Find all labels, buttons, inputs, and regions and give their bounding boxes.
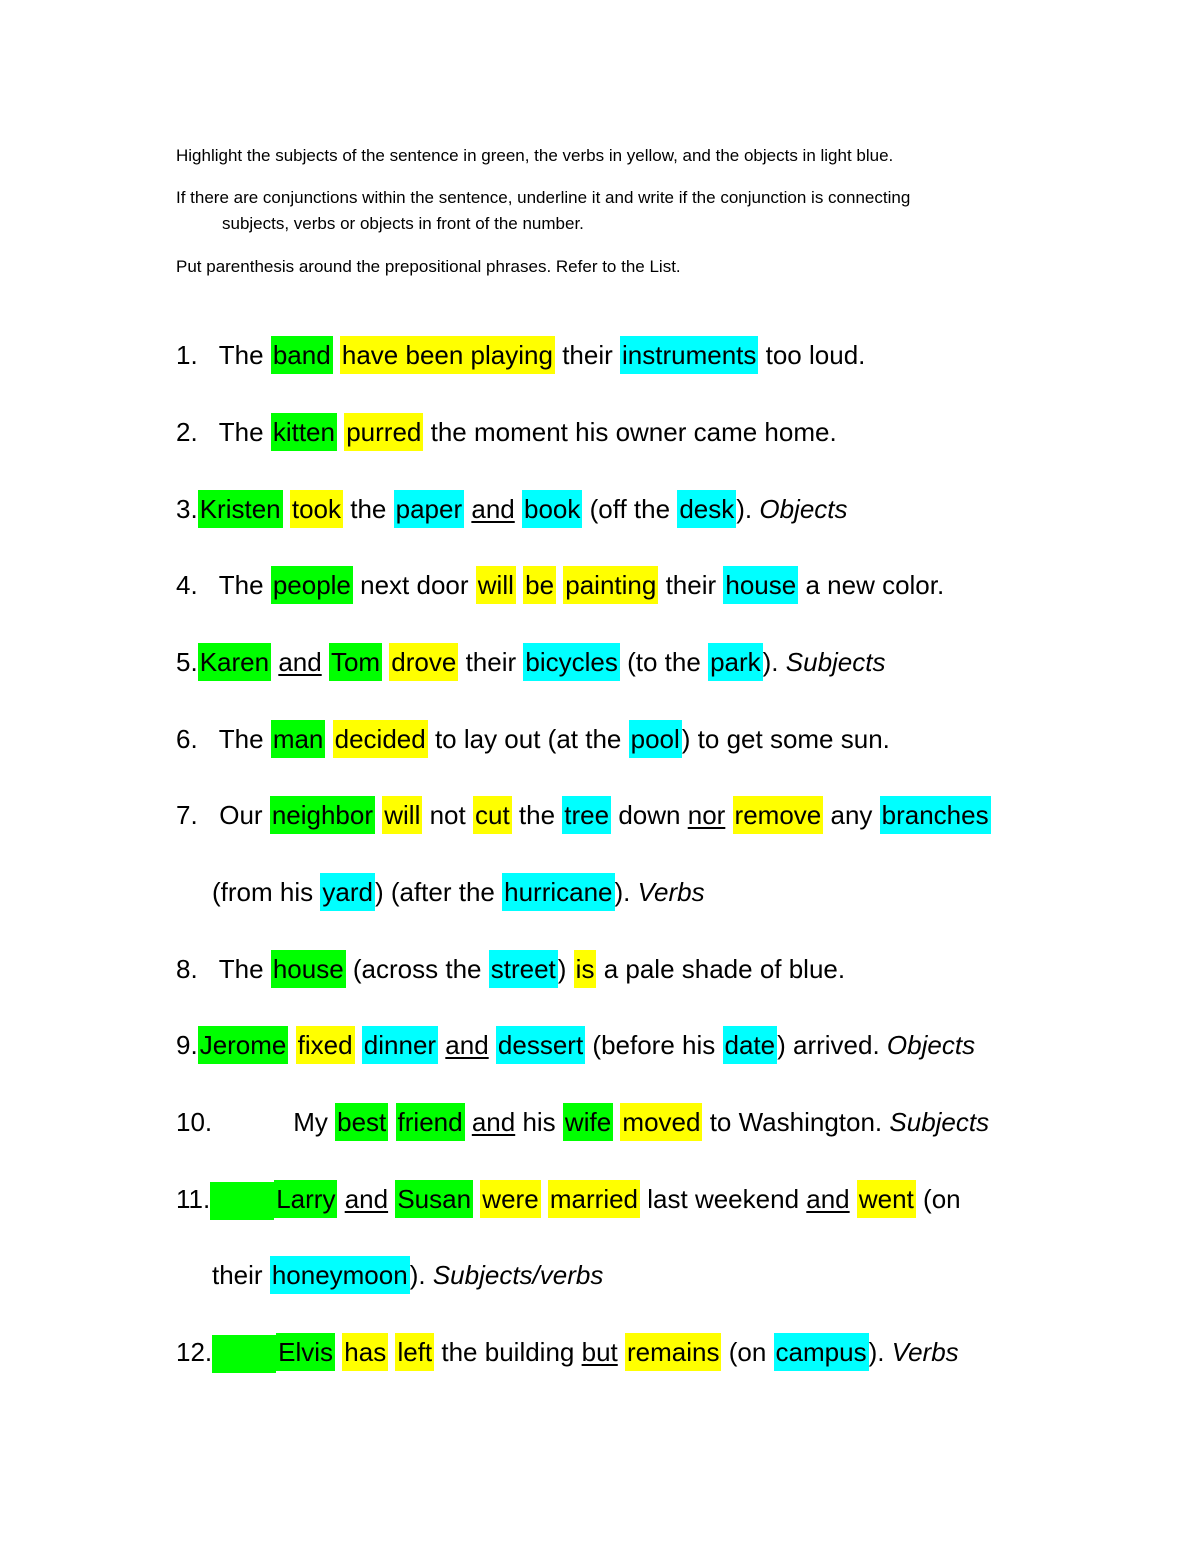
object-highlight: pool <box>629 720 682 758</box>
subject-highlight: band <box>271 336 333 374</box>
word: Jerome <box>199 1030 287 1060</box>
sentence-number: 10. <box>176 1107 213 1137</box>
verb-highlight: cut <box>473 796 512 834</box>
sentence-number: 1. <box>176 340 198 370</box>
instruction-prepositions <box>176 254 1076 280</box>
instruction-text: subjects, verbs or objects in front of the number. <box>222 214 584 233</box>
word: (across the <box>352 954 482 984</box>
subject-highlight <box>198 490 283 528</box>
word: (before his <box>592 1030 716 1060</box>
subject-highlight <box>198 1026 289 1064</box>
instruction-conjunction <box>176 185 1076 237</box>
sentence-number: 9. <box>176 1030 198 1060</box>
word: (on <box>923 1184 961 1214</box>
sentence-9 <box>176 1026 975 1064</box>
instruction-highlight <box>176 143 1076 169</box>
word: a new color. <box>805 570 945 600</box>
word: their <box>562 340 613 370</box>
conjunction-underline: nor <box>687 800 726 830</box>
subject-highlight: man <box>271 720 326 758</box>
sentence-2 <box>176 413 837 451</box>
word: next door <box>360 570 469 600</box>
conjunction-type-label: Objects <box>886 1030 976 1060</box>
word: The <box>218 954 264 984</box>
sentence-3 <box>176 490 848 528</box>
word: Kristen <box>199 494 281 524</box>
word: ) to get some sun. <box>681 724 890 754</box>
subject-highlight: people <box>271 566 353 604</box>
word: ). <box>868 1337 885 1367</box>
verb-highlight: remains <box>625 1333 721 1371</box>
conjunction-type-label: Objects <box>759 494 848 524</box>
sentence-6 <box>176 720 890 758</box>
word: ). <box>736 494 753 524</box>
word: (on <box>728 1337 767 1367</box>
word: (from his <box>212 877 314 907</box>
subject-highlight: Larry <box>274 1180 337 1218</box>
word: ) (after the <box>374 877 495 907</box>
object-highlight: house <box>723 566 798 604</box>
sentence-number: 8. <box>176 954 198 984</box>
word: ) <box>557 954 567 984</box>
subject-highlight: neighbor <box>270 796 375 834</box>
conjunction-type-label: Subjects <box>785 647 886 677</box>
subject-highlight: Susan <box>395 1180 473 1218</box>
sentence-11-continued <box>212 1256 603 1294</box>
conjunction-type-label: Subjects/verbs <box>432 1260 604 1290</box>
word: not <box>429 800 466 830</box>
word: the <box>518 800 556 830</box>
verb-highlight: remove <box>733 796 824 834</box>
verb-highlight: have been playing <box>340 336 555 374</box>
object-highlight: campus <box>774 1333 869 1371</box>
conjunction-underline: and <box>344 1184 389 1214</box>
word: The <box>218 570 264 600</box>
sentence-12 <box>176 1333 959 1373</box>
conjunction-type-label: Verbs <box>637 877 705 907</box>
word: last weekend <box>647 1184 800 1214</box>
object-highlight: yard <box>320 873 375 911</box>
instruction-text: Highlight the subjects of the sentence in green, the verbs in yellow, and the objects in light blue. <box>176 146 894 165</box>
subject-highlight: kitten <box>271 413 337 451</box>
sentence-1 <box>176 336 865 374</box>
word: their <box>465 647 517 677</box>
word: a pale shade of blue. <box>603 954 846 984</box>
word: ). <box>762 647 779 677</box>
object-highlight: tree <box>562 796 611 834</box>
subject-highlight: Tom <box>329 643 382 681</box>
sentence-number: 6. <box>176 724 198 754</box>
sentence-5 <box>176 643 886 681</box>
object-highlight: park <box>708 643 763 681</box>
conjunction-type-label: Subjects <box>889 1107 990 1137</box>
word: their <box>665 570 717 600</box>
word: to Washington. <box>709 1107 883 1137</box>
sentence-11 <box>176 1180 961 1220</box>
object-highlight: book <box>522 490 582 528</box>
object-highlight: hurricane <box>502 873 614 911</box>
subject-highlight-pad <box>212 1335 276 1373</box>
word: the moment his owner came home. <box>430 417 837 447</box>
word: The <box>218 340 264 370</box>
word: My <box>293 1107 328 1137</box>
subject-highlight-pad <box>210 1182 274 1220</box>
conjunction-underline: and <box>278 647 322 677</box>
verb-highlight: took <box>290 490 343 528</box>
subject-highlight: house <box>271 950 346 988</box>
verb-highlight: has <box>342 1333 388 1371</box>
word: his <box>522 1107 556 1137</box>
verb-highlight: will <box>382 796 422 834</box>
sentence-7-continued <box>212 873 705 911</box>
conjunction-underline: and <box>471 1107 516 1137</box>
word: Karen <box>199 647 270 677</box>
instruction-text: If there are conjunctions within the sentence, underline it and write if the conjunction is connecting <box>176 188 911 207</box>
sentence-number: 11. <box>176 1184 211 1214</box>
conjunction-type-label: Verbs <box>891 1337 959 1367</box>
word: the <box>350 494 387 524</box>
sentence-number: 4. <box>176 570 198 600</box>
object-highlight: branches <box>880 796 991 834</box>
word: the building <box>441 1337 575 1367</box>
word: The <box>218 417 264 447</box>
object-highlight: dinner <box>362 1026 438 1064</box>
word: Our <box>219 800 263 830</box>
verb-highlight: is <box>574 950 597 988</box>
object-highlight: honeymoon <box>270 1256 410 1294</box>
word: ). <box>614 877 631 907</box>
verb-highlight: left <box>395 1333 434 1371</box>
word: too loud. <box>765 340 866 370</box>
word: their <box>212 1260 263 1290</box>
word: The <box>218 724 264 754</box>
verb-highlight: painting <box>563 566 658 604</box>
subject-highlight: wife <box>563 1103 613 1141</box>
object-highlight: street <box>489 950 558 988</box>
verb-highlight: decided <box>333 720 428 758</box>
verb-highlight: purred <box>344 413 423 451</box>
conjunction-underline: and <box>445 1030 489 1060</box>
word: ). <box>409 1260 426 1290</box>
object-highlight: instruments <box>620 336 758 374</box>
sentence-number: 7. <box>176 800 198 830</box>
verb-highlight: moved <box>620 1103 702 1141</box>
conjunction-underline: and <box>806 1184 850 1214</box>
conjunction-underline: and <box>471 494 515 524</box>
verb-highlight: were <box>480 1180 540 1218</box>
object-highlight: bicycles <box>523 643 619 681</box>
sentence-7 <box>176 796 991 834</box>
subject-highlight <box>198 643 271 681</box>
conjunction-underline: but <box>581 1337 618 1367</box>
sentence-number: 12. <box>176 1337 213 1367</box>
instruction-text: Put parenthesis around the prepositional phrases. Refer to the List. <box>176 257 681 276</box>
sentence-number: 3. <box>176 494 198 524</box>
word: any <box>830 800 873 830</box>
verb-highlight: will <box>476 566 516 604</box>
sentence-10 <box>176 1103 989 1141</box>
subject-highlight: best <box>335 1103 388 1141</box>
subject-highlight: friend <box>396 1103 465 1141</box>
sentence-number: 5. <box>176 647 198 677</box>
word: (to the <box>627 647 701 677</box>
word: ) arrived. <box>777 1030 880 1060</box>
verb-highlight: fixed <box>296 1026 355 1064</box>
sentence-4 <box>176 566 944 604</box>
sentence-number: 2. <box>176 417 198 447</box>
sentence-8 <box>176 950 845 988</box>
subject-highlight: Elvis <box>276 1333 335 1371</box>
word: (off the <box>589 494 671 524</box>
object-highlight: desk <box>677 490 736 528</box>
object-highlight: date <box>723 1026 778 1064</box>
verb-highlight: drove <box>389 643 458 681</box>
object-highlight: dessert <box>496 1026 585 1064</box>
verb-highlight: be <box>523 566 556 604</box>
object-highlight: paper <box>394 490 465 528</box>
verb-highlight: married <box>548 1180 640 1218</box>
word: down <box>618 800 681 830</box>
verb-highlight: went <box>857 1180 916 1218</box>
word: to lay out (at the <box>434 724 622 754</box>
